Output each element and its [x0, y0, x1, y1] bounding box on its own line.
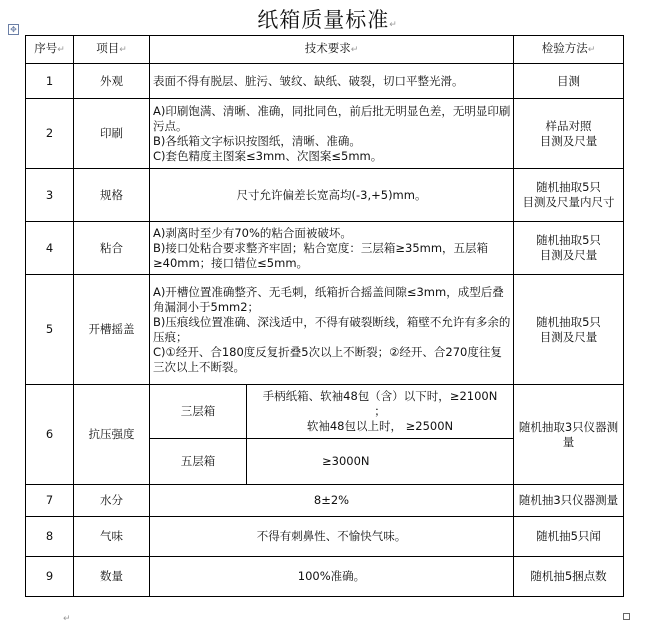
- row-requirement: 100%准确。: [150, 557, 514, 597]
- row-no: 6: [26, 385, 74, 485]
- row-no: 9: [26, 557, 74, 597]
- table-row: [26, 275, 624, 385]
- sub-label: 五层箱: [150, 439, 247, 485]
- sub-value-line: 手柄纸箱、软袖48包（含）以下时，≥2100N: [262, 389, 498, 403]
- table-header-row: [26, 36, 624, 64]
- row-item: 规格: [74, 169, 150, 222]
- requirement-line: C)①经开、合180度反复折叠5次以上不断裂；②经开、合270度往复三次以上不断裂。: [153, 344, 502, 374]
- table-row: [26, 99, 624, 169]
- row-no: 7: [26, 485, 74, 517]
- table-row: [26, 517, 624, 557]
- row-method: 随机抽取5只 目测及尺量: [514, 222, 624, 275]
- row-item: 印刷: [74, 99, 150, 169]
- sub-label: 三层箱: [150, 385, 247, 439]
- sub-value-line: 软袖48包以上时， ≥2500N: [306, 419, 454, 433]
- table-resize-handle[interactable]: [623, 613, 630, 620]
- table-row: [26, 169, 624, 222]
- row-requirement: [150, 99, 514, 169]
- row-no: 1: [26, 64, 74, 99]
- row-item: 水分: [74, 485, 150, 517]
- sub-value-line: ；: [374, 404, 386, 418]
- requirement-line: C)套色精度主图案≤3mm、次图案≤5mm。: [153, 148, 383, 163]
- row-no: 2: [26, 99, 74, 169]
- header-item: 项目↵: [74, 36, 150, 64]
- requirement-line: B)接口处粘合要求整齐牢固；粘合宽度：三层箱≥35mm，五层箱≥40mm；接口错位≤5mm。: [153, 240, 489, 270]
- row-requirement: 表面不得有脱层、脏污、皱纹、缺纸、破裂，切口平整光滑。: [150, 64, 514, 99]
- row-method: 随机抽取5只 目测及尺量: [514, 275, 624, 385]
- row-requirement: 8±2%: [150, 485, 514, 517]
- row-item: 数量: [74, 557, 150, 597]
- table-row: [26, 485, 624, 517]
- row-no: 8: [26, 517, 74, 557]
- table-row: [26, 385, 624, 439]
- requirement-line: A)印刷饱满、清晰、准确，同批同色，前后批无明显色差，无明显印刷污点。: [153, 103, 511, 133]
- sub-value: [247, 385, 514, 439]
- row-method: 随机抽3只仪器测量: [514, 485, 624, 517]
- requirement-line: A)剥离时至少有70%的粘合面被破坏。: [153, 225, 352, 240]
- requirement-line: B)压痕线位置准确、深浅适中，不得有破裂断线，箱壁不允许有多余的压痕；: [153, 314, 511, 344]
- row-method: 随机抽取5只 目测及尺量内尺寸: [514, 169, 624, 222]
- row-requirement: [150, 275, 514, 385]
- table-row: [26, 64, 624, 99]
- row-requirement: [150, 222, 514, 275]
- row-item: 抗压强度: [74, 385, 150, 485]
- row-item: 开槽摇盖: [74, 275, 150, 385]
- requirement-line: B)各纸箱文字标识按图纸，清晰、准确。: [153, 133, 361, 148]
- header-no: 序号↵: [26, 36, 74, 64]
- row-item: 外观: [74, 64, 150, 99]
- row-requirement: 尺寸允许偏差长宽高均(-3,+5)mm。: [150, 169, 514, 222]
- row-no: 4: [26, 222, 74, 275]
- document-title: 纸箱质量标准↵: [257, 8, 398, 32]
- table-row: [26, 222, 624, 275]
- row-item: 粘合: [74, 222, 150, 275]
- table-move-handle-icon[interactable]: ✥: [8, 24, 19, 35]
- row-method: 随机抽5捆点数: [514, 557, 624, 597]
- header-requirement: 技术要求↵: [150, 36, 514, 64]
- row-method: 样品对照 目测及尺量: [514, 99, 624, 169]
- header-method: 检验方法↵: [514, 36, 624, 64]
- row-item: 气味: [74, 517, 150, 557]
- row-method: 随机抽取3只仪器测量: [514, 385, 624, 485]
- row-requirement: 不得有刺鼻性、不愉快气味。: [150, 517, 514, 557]
- row-no: 5: [26, 275, 74, 385]
- row-no: 3: [26, 169, 74, 222]
- paragraph-mark: ↵: [63, 614, 71, 624]
- row-method: 目测: [514, 64, 624, 99]
- row-method: 随机抽5只闻: [514, 517, 624, 557]
- sub-value: ≥3000N: [247, 439, 514, 485]
- requirement-line: A)开槽位置准确整齐、无毛刺，纸箱折合摇盖间隙≤3mm，成型后叠角漏洞小于5mm2；: [153, 284, 504, 314]
- quality-standard-table: [25, 35, 624, 597]
- table-row: [26, 557, 624, 597]
